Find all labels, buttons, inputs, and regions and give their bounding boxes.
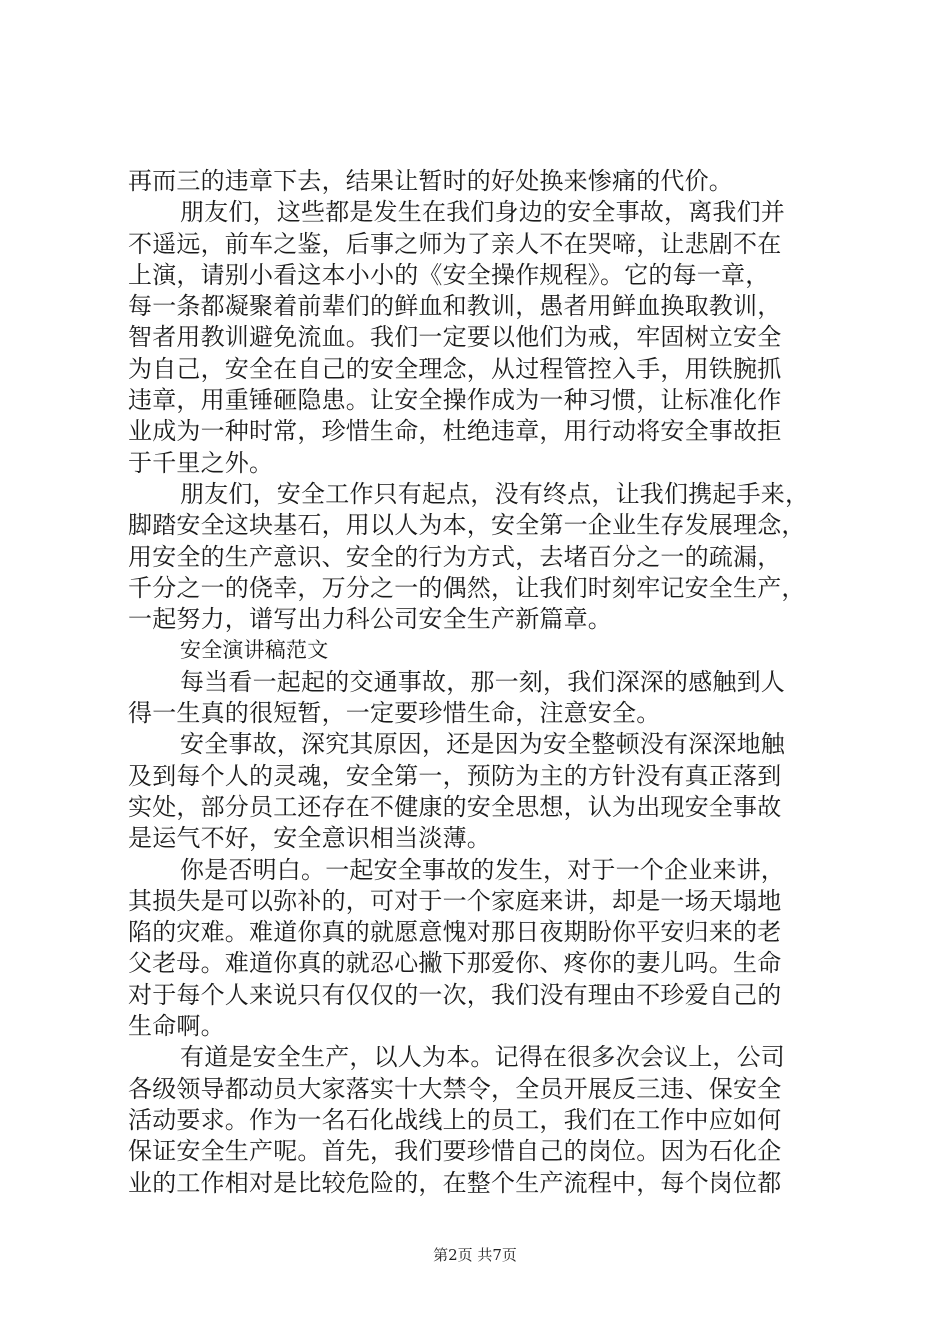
text-line: 智者用教训避免流血。我们一定要以他们为戒，牢固树立安全 bbox=[128, 323, 782, 352]
text-line: 陷的灾难。难道你真的就愿意愧对那日夜期盼你平安归来的老 bbox=[128, 918, 782, 947]
text-line: 及到每个人的灵魂，安全第一，预防为主的方针没有真正落到 bbox=[128, 761, 782, 790]
text-line: 朋友们，这些都是发生在我们身边的安全事故，离我们并 bbox=[180, 198, 785, 227]
text-line: 于千里之外。 bbox=[128, 448, 274, 477]
text-line: 为自己，安全在自己的安全理念，从过程管控入手，用铁腕抓 bbox=[128, 354, 782, 383]
document-body bbox=[128, 166, 828, 1199]
text-line: 再而三的违章下去，结果让暂时的好处换来惨痛的代价。 bbox=[128, 167, 733, 195]
text-line: 活动要求。作为一名石化战线上的员工，我们在工作中应如何 bbox=[128, 1105, 782, 1134]
text-line: 对于每个人来说只有仅仅的一次，我们没有理由不珍爱自己的 bbox=[128, 980, 782, 1009]
text-line: 生命啊。 bbox=[128, 1012, 225, 1041]
text-line: 你是否明白。一起安全事故的发生，对于一个企业来讲， bbox=[180, 855, 785, 884]
text-line: 用安全的生产意识、安全的行为方式，去堵百分之一的疏漏， bbox=[128, 542, 782, 571]
text-line: 实处，部分员工还存在不健康的安全思想，认为出现安全事故 bbox=[128, 792, 782, 821]
text-line: 父老母。难道你真的就忍心撇下那爱你、疼你的妻儿吗。生命 bbox=[128, 949, 782, 978]
text-line: 每当看一起起的交通事故，那一刻，我们深深的感触到人 bbox=[180, 667, 785, 696]
text-line: 千分之一的侥幸，万分之一的偶然，让我们时刻牢记安全生产， bbox=[128, 573, 806, 602]
text-line: 业的工作相对是比较危险的，在整个生产流程中，每个岗位都 bbox=[128, 1168, 782, 1197]
text-line: 朋友们，安全工作只有起点，没有终点，让我们携起手来， bbox=[180, 479, 810, 508]
text-line: 脚踏安全这块基石，用以人为本，安全第一企业生存发展理念， bbox=[128, 511, 806, 540]
page-footer: 第2页 共7页 bbox=[433, 1246, 517, 1264]
text-line: 每一条都凝聚着前辈们的鲜血和教训，愚者用鲜血换取教训， bbox=[128, 292, 782, 321]
text-line: 上演，请别小看这本小小的《安全操作规程》。它的每一章， bbox=[128, 260, 770, 289]
text-line: 违章，用重锤砸隐患。让安全操作成为一种习惯，让标准化作 bbox=[128, 386, 782, 415]
text-line: 各级领导都动员大家落实十大禁令，全员开展反三违、保安全 bbox=[128, 1074, 782, 1103]
text-line: 有道是安全生产，以人为本。记得在很多次会议上，公司 bbox=[180, 1043, 785, 1072]
text-line: 业成为一种时常，珍惜生命，杜绝违章，用行动将安全事故拒 bbox=[128, 417, 782, 446]
text-line: 安全事故，深究其原因，还是因为安全整顿没有深深地触 bbox=[180, 730, 785, 759]
text-line: 是运气不好，安全意识相当淡薄。 bbox=[128, 824, 491, 853]
text-line: 保证安全生产呢。首先，我们要珍惜自己的岗位。因为石化企 bbox=[128, 1137, 782, 1166]
text-line: 不遥远，前车之鉴，后事之师为了亲人不在哭啼，让悲剧不在 bbox=[128, 229, 782, 258]
section-heading: 安全演讲稿范文 bbox=[180, 638, 329, 663]
text-line: 得一生真的很短暂，一定要珍惜生命，注意安全。 bbox=[128, 699, 661, 728]
text-line: 一起努力，谱写出力科公司安全生产新篇章。 bbox=[128, 605, 612, 634]
text-line: 其损失是可以弥补的，可对于一个家庭来讲，却是一场天塌地 bbox=[128, 886, 782, 915]
